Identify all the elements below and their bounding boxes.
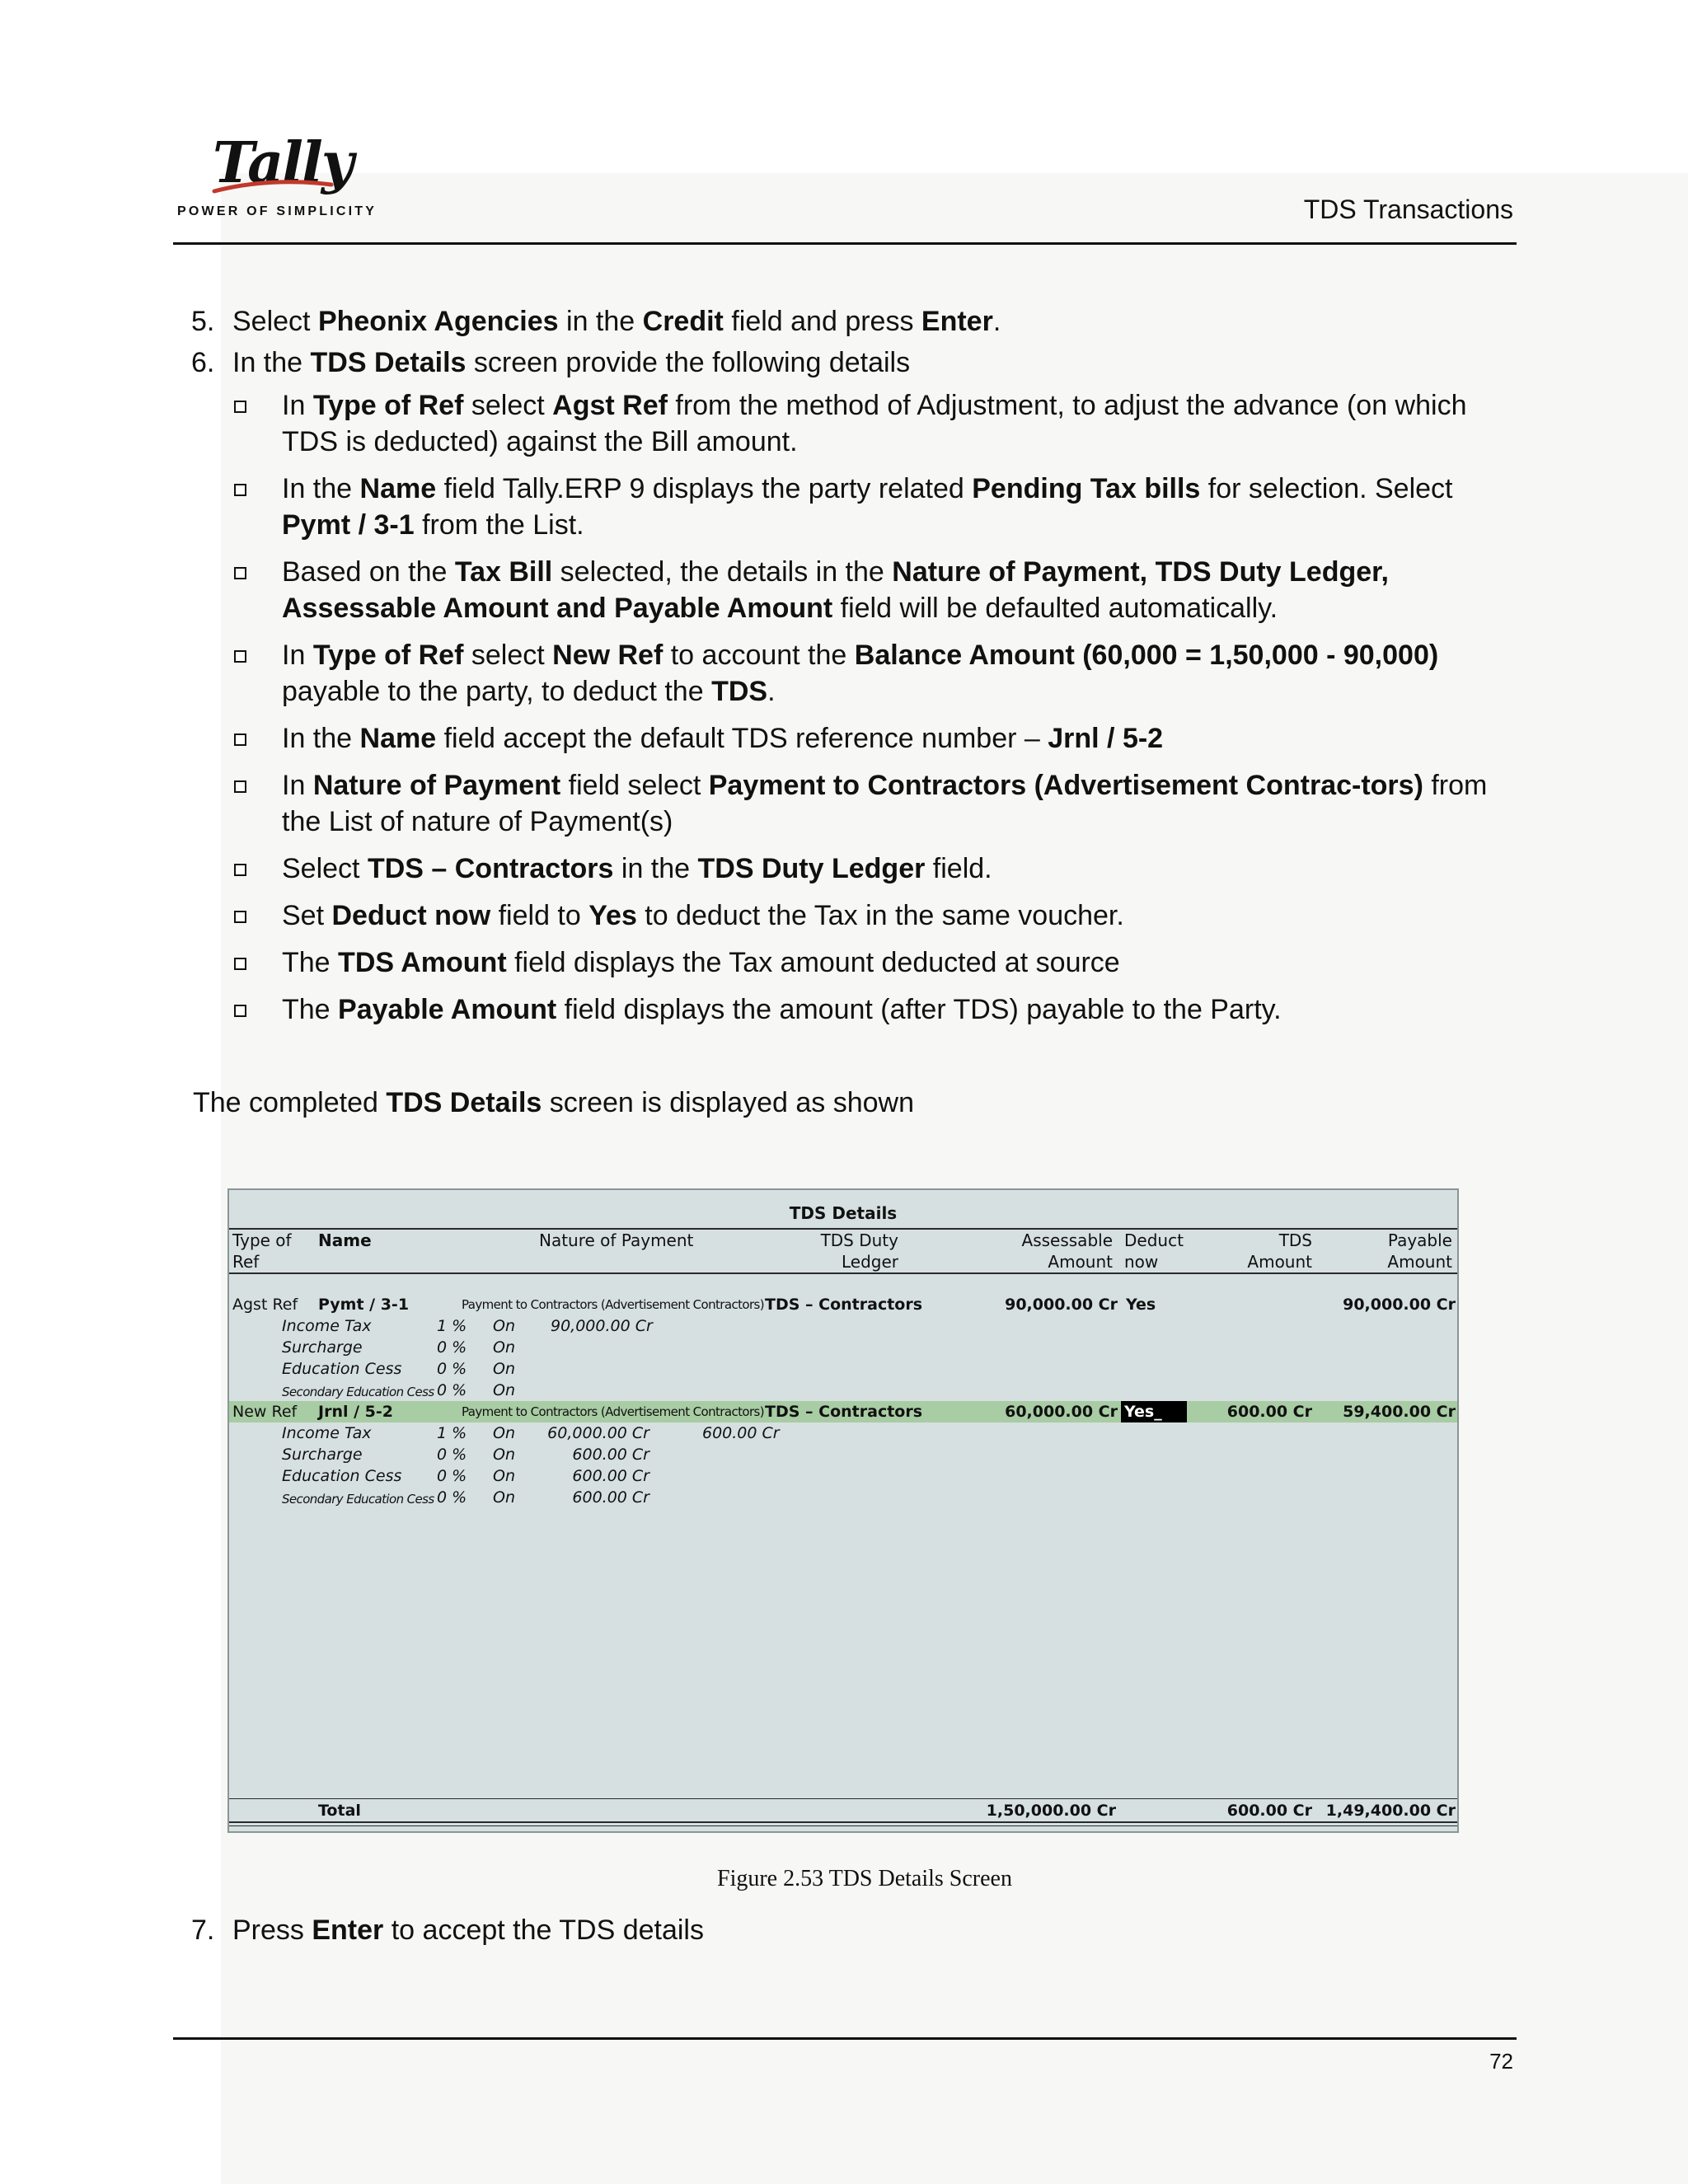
text: In the: [232, 347, 311, 378]
square-bullet-icon: [234, 911, 246, 923]
list-item: In Nature of Payment field select Payment to Contractors (Advertisement Contrac-tors) from the List of nature of Payment(s): [232, 767, 1502, 840]
tax-sub-row: Surcharge 0 % On: [282, 1338, 515, 1357]
col-deduct-now: Deduct now: [1124, 1230, 1184, 1272]
cell-type: New Ref: [232, 1403, 298, 1421]
bold-text: Credit: [642, 306, 724, 337]
logo-wordmark: Tally: [213, 130, 353, 196]
instruction-list: [232, 387, 1502, 1038]
text: in the: [558, 306, 643, 337]
total-top-rule: [229, 1798, 1457, 1799]
bold-text: Enter: [312, 1915, 384, 1946]
list-item: Based on the Tax Bill selected, the details in the Nature of Payment, TDS Duty Ledger, Assessable Amount and Payable Amount field will be defaulted automatically.: [232, 554, 1502, 626]
col-tds-amount: TDS Amount: [1247, 1230, 1312, 1272]
col-tds-duty-ledger: TDS Duty Ledger: [820, 1230, 898, 1272]
square-bullet-icon: [234, 733, 246, 746]
tax-sub-row: Income Tax 1 % On 90,000.00 Cr: [282, 1317, 653, 1335]
tax-sub-row: Education Cess 0 % On 600.00 Cr: [282, 1467, 649, 1485]
list-item: Select TDS – Contractors in the TDS Duty Ledger field.: [232, 851, 1502, 887]
footer-rule: [173, 2037, 1517, 2040]
step-5: [191, 303, 1001, 340]
logo-tagline: POWER OF SIMPLICITY: [177, 204, 377, 218]
text: Select: [232, 306, 318, 337]
cell-assessable: 60,000.00 Cr: [1005, 1403, 1118, 1421]
cell-payable: 59,400.00 Cr: [1343, 1403, 1456, 1421]
list-item: In Type of Ref select Agst Ref from the method of Adjustment, to adjust the advance (on which TDS is deducted) against the Bill amount.: [232, 387, 1502, 460]
text: Press: [232, 1915, 312, 1946]
cell-ledger: TDS – Contractors: [765, 1403, 923, 1421]
list-item: The TDS Amount field displays the Tax amount deducted at source: [232, 944, 1502, 981]
tax-sub-row: Surcharge 0 % On 600.00 Cr: [282, 1446, 649, 1464]
cell-nature: Payment to Contractors (Advertisement Contractors): [462, 1404, 764, 1419]
step-number: 6.: [191, 347, 215, 378]
tax-sub-row: Education Cess 0 % On: [282, 1360, 515, 1378]
bold-text: Pheonix Agencies: [317, 306, 559, 337]
cell-tds-amount: 600.00 Cr: [1226, 1403, 1312, 1421]
total-bottom-rule-2: [229, 1825, 1457, 1826]
square-bullet-icon: [234, 864, 246, 876]
step-6: [191, 344, 910, 381]
total-tds: 600.00 Cr: [1226, 1802, 1312, 1820]
tax-sub-row: Secondary Education Cess 0 % On 600.00 Cr: [282, 1488, 649, 1507]
col-name: Name: [318, 1230, 372, 1250]
column-divider: [229, 1272, 1457, 1274]
square-bullet-icon: [234, 958, 246, 970]
cell-ledger: TDS – Contractors: [765, 1296, 923, 1314]
cell-assessable: 90,000.00 Cr: [1005, 1296, 1118, 1314]
square-bullet-icon: [234, 567, 246, 579]
square-bullet-icon: [234, 1005, 246, 1017]
cell-nature: Payment to Contractors (Advertisement Contractors): [462, 1297, 764, 1312]
tds-details-screen: [227, 1188, 1459, 1833]
cell-payable: 90,000.00 Cr: [1343, 1296, 1456, 1314]
section-title: TDS Transactions: [1303, 194, 1513, 224]
list-item: In the Name field accept the default TDS reference number – Jrnl / 5-2: [232, 720, 1502, 757]
square-bullet-icon: [234, 780, 246, 793]
square-bullet-icon: [234, 401, 246, 413]
total-row: [229, 1800, 1457, 1821]
col-type-of-ref: Type of Ref: [232, 1230, 292, 1272]
bold-text: Enter: [921, 306, 993, 337]
table-row-selected[interactable]: [229, 1401, 1457, 1422]
tally-logo: [175, 130, 377, 223]
step-7: [191, 1912, 704, 1948]
text: .: [992, 306, 1001, 337]
logo-swoosh-icon: [211, 178, 335, 196]
total-payable: 1,49,400.00 Cr: [1325, 1802, 1456, 1820]
col-payable-amount: Payable Amount: [1387, 1230, 1452, 1272]
col-nature-of-payment: Nature of Payment: [539, 1230, 694, 1250]
text: screen provide the following details: [466, 347, 911, 378]
table-row[interactable]: [229, 1294, 1457, 1315]
cell-name: Pymt / 3-1: [318, 1296, 410, 1314]
page-number: 72: [1489, 2049, 1513, 2074]
figure-caption: Figure 2.53 TDS Details Screen: [717, 1866, 1012, 1891]
total-bottom-rule: [229, 1821, 1457, 1823]
text: field and press: [723, 306, 921, 337]
total-label: Total: [318, 1802, 361, 1820]
tax-sub-row: Income Tax 1 % On 60,000.00 Cr 600.00 Cr: [282, 1424, 780, 1442]
header-rule: [173, 242, 1517, 245]
deduct-now-input[interactable]: Yes_: [1121, 1401, 1187, 1422]
total-assessable: 1,50,000.00 Cr: [986, 1802, 1116, 1820]
square-bullet-icon: [234, 484, 246, 496]
list-item: Set Deduct now field to Yes to deduct the Tax in the same voucher.: [232, 898, 1502, 934]
step-number: 5.: [191, 306, 215, 337]
cell-deduct-now: Yes: [1126, 1296, 1156, 1314]
cell-name: Jrnl / 5-2: [318, 1403, 393, 1421]
list-item: In Type of Ref select New Ref to account the Balance Amount (60,000 = 1,50,000 - 90,000) payable to the party, to deduct the TDS.: [232, 637, 1502, 710]
tax-sub-row: Secondary Education Cess 0 % On: [282, 1381, 515, 1399]
text: to accept the TDS details: [383, 1915, 704, 1946]
step-number: 7.: [191, 1915, 215, 1946]
bold-text: TDS Details: [310, 347, 467, 378]
square-bullet-icon: [234, 650, 246, 663]
col-assessable-amount: Assessable Amount: [1021, 1230, 1113, 1272]
list-item: In the Name field Tally.ERP 9 displays the party related Pending Tax bills for selection. Select Pymt / 3-1 from the List.: [232, 471, 1502, 543]
list-item: The Payable Amount field displays the amount (after TDS) payable to the Party.: [232, 991, 1502, 1028]
screen-title: TDS Details: [789, 1203, 898, 1223]
figure-lead-in: The completed TDS Details screen is displayed as shown: [193, 1087, 914, 1118]
cell-type: Agst Ref: [232, 1296, 298, 1314]
